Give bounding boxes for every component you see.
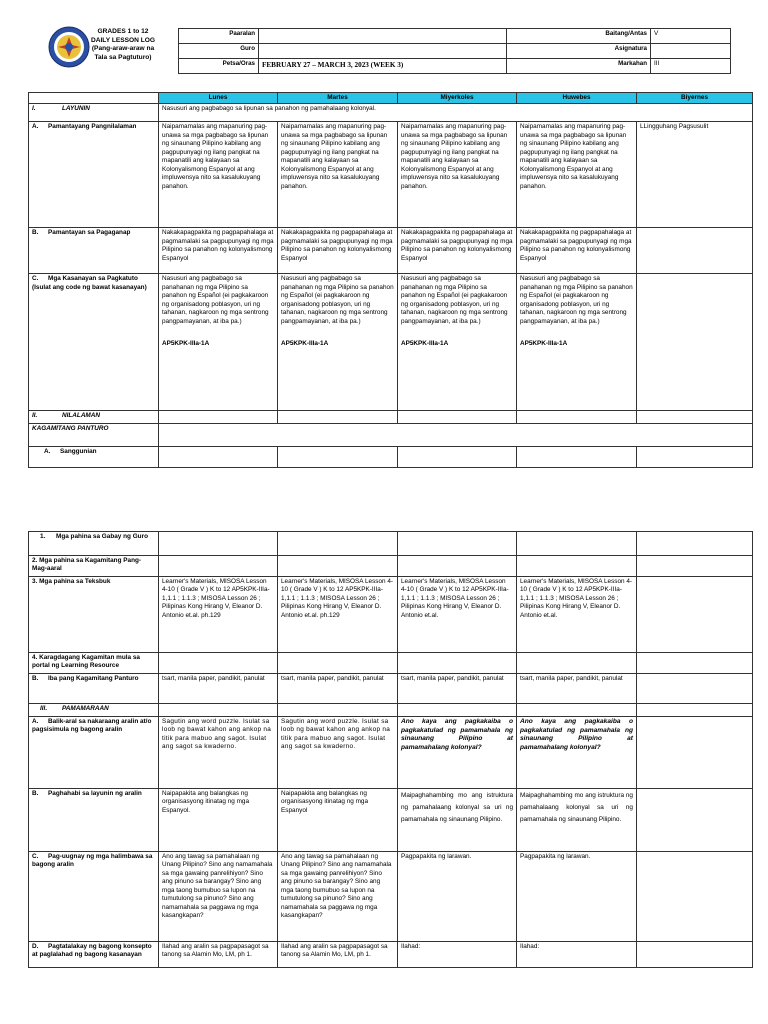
pagtatalakay-thu[interactable]: Ilahad:	[517, 942, 637, 968]
kma-tue[interactable]	[278, 556, 398, 577]
kasanayan-thu[interactable]: Nasusuri ang pagbabago sa panahanan ng mga Pilipino sa panahon ng Español (ei pagkakaroon ng organisadong poblasyon, uri ng tahanan, nagkaroon ng mga sentrong pangpamayanan, at iba pa.) AP5KPK-IIIa-1A	[517, 274, 637, 411]
sanggunian-tue[interactable]	[278, 447, 398, 468]
markahan-label: Markahan	[507, 59, 651, 74]
paganap-label: B. Pamantayan sa Pagaganap	[29, 228, 159, 274]
balik-aral-tue[interactable]: Sagutin ang word puzzle. Isulat sa loob ng bawat kahon ang ankop na titik para mabuo ang sagot. Isulat ang sagot sa kwaderno.	[278, 717, 398, 789]
pamamaraan-thu[interactable]	[517, 704, 637, 717]
kasanayan-mon[interactable]: Nasusuri ang pagbabago sa panahanan ng mga Pilipino sa panahon ng Español (ei pagkakaroon ng organisadong poblasyon, uri ng tahanan, nagkaroon ng mga sentrong pangpamayanan, at iba pa.) AP5KPK-IIIa-1A	[159, 274, 278, 411]
kma-mon[interactable]	[159, 556, 278, 577]
paaralan-label: Paaralan	[179, 29, 259, 44]
paghahabi-mon[interactable]: Naipapakita ang balangkas ng organisasyong itinatag ng mga Espanyol.	[159, 789, 278, 852]
gabay-wed[interactable]	[398, 532, 517, 556]
pag-uugnay-wed[interactable]: Pagpapakita ng larawan.	[398, 852, 517, 942]
kasanayan-wed[interactable]: Nasusuri ang pagbabago sa panahanan ng mga Pilipino sa panahon ng Español (ei pagkakaroon ng organisadong poblasyon, uri ng tahanan, nagkaroon ng mga sentrong pangpamayanan, at iba pa.) AP5KPK-IIIa-1A	[398, 274, 517, 411]
teksbuk-wed[interactable]: Learner's Materials, MISOSA Lesson 4-10 ( Grade V ) K to 12 AP5KPK-IIIa-1,1.1 ; 1.1.3 ; MISOSA Lesson 26 ; Pilipinas Kong Hirang V, Eleanor D. Antonio et.al.	[398, 577, 517, 653]
asignatura-value[interactable]	[651, 44, 731, 59]
pamamaraan-mon[interactable]	[159, 704, 278, 717]
nilalaman-tue[interactable]	[278, 411, 398, 424]
paghahabi-thu[interactable]: Maipaghahambing mo ang istruktura ng pamahalaang kolonyal sa uri ng pamamahala ng sinaunang Pilipino.	[517, 789, 637, 852]
paghahabi-fri[interactable]	[637, 789, 753, 852]
day-biyernes: Biyernes	[637, 93, 753, 104]
karagdagang-mon[interactable]	[159, 653, 278, 674]
karagdagang-fri[interactable]	[637, 653, 753, 674]
pag-uugnay-mon[interactable]: Ano ang tawag sa pamahalaan ng Unang Pilipino? Sino ang namamahala sa mga gawaing panrelihiyon? Sino ang pinuno sa barangay? Sino ang mga taong bumubuo sa lupon na tumutulong sa pinuno? Sino ang namamahala sa paggawa ng mga kasangkapan?	[159, 852, 278, 942]
teksbuk-thu[interactable]: Learner's Materials, MISOSA Lesson 4-10 ( Grade V ) K to 12 AP5KPK-IIIa-1,1.1 ; 1.1.3 ; MISOSA Lesson 26 ; Pilipinas Kong Hirang V, Eleanor D. Antonio et.al.	[517, 577, 637, 653]
paghahabi-tue[interactable]: Naipapakita ang balangkas ng organisasyong itinatag ng mga Espanyol	[278, 789, 398, 852]
iba-pang-label: B. Iba pang Kagamitang Panturo	[29, 674, 159, 704]
iba-pang-fri[interactable]	[637, 674, 753, 704]
pangnilalaman-label: A. Pamantayang Pangnilalaman	[29, 122, 159, 228]
sanggunian-label: A. Sanggunian	[29, 447, 159, 468]
pamamaraan-fri[interactable]	[637, 704, 753, 717]
pamamaraan-label: III. PAMAMARAAN	[29, 704, 159, 717]
day-miyerkoles: Miyerkoles	[398, 93, 517, 104]
petsa-label: Petsa/Oras	[179, 59, 259, 74]
gabay-mon[interactable]	[159, 532, 278, 556]
karagdagang-tue[interactable]	[278, 653, 398, 674]
nilalaman-mon[interactable]	[159, 411, 278, 424]
kagamitang-mag-aaral-label: 2. Mga pahina sa Kagamitang Pang-Mag-aaral	[29, 556, 159, 577]
iba-pang-tue[interactable]: tsart, manila paper, pandikit, panulat	[278, 674, 398, 704]
gabay-thu[interactable]	[517, 532, 637, 556]
pangnilalaman-mon[interactable]: Naipamamalas ang mapanuring pag-unawa sa mga pagbabago sa lipunan ng sinaunang Pilipino kabilang ang pagpupunyagi ng ilang pangkat na mapanatili ang kalayaan sa Kolonyalismong Espanyol at ang impluwensya nito sa kasalukuyang panahon.	[159, 122, 278, 228]
karagdagang-wed[interactable]	[398, 653, 517, 674]
iba-pang-wed[interactable]: tsart, manila paper, pandikit, panulat	[398, 674, 517, 704]
balik-aral-fri[interactable]	[637, 717, 753, 789]
pangnilalaman-thu[interactable]: Naipamamalas ang mapanuring pag-unawa sa mga pagbabago sa lipunan ng sinaunang Pilipino kabilang ang pagpupunyagi ng ilang pangkat na mapanatili ang kalayaan sa Kolonyalismong Espanyol at ang impluwensya nito sa kasalukuyang panahon.	[517, 122, 637, 228]
pagtatalakay-fri[interactable]	[637, 942, 753, 968]
day-lunes: Lunes	[159, 93, 278, 104]
kma-wed[interactable]	[398, 556, 517, 577]
guro-value[interactable]	[259, 44, 507, 59]
sanggunian-fri[interactable]	[637, 447, 753, 468]
day-huwebes: Huwebes	[517, 93, 637, 104]
balik-aral-label: A. Balik-aral sa nakaraang aralin at/o pagsisimula ng bagong aralin	[29, 717, 159, 789]
layunin-text[interactable]: Nasusuri ang pagbabago sa lipunan sa panahon ng pamahalaang kolonyal.	[159, 104, 753, 122]
balik-aral-wed[interactable]: Ano kaya ang pagkakaiba o pagkakatulad ng pamamahala ng sinaunang Pilipino at pamamahalang kolonyal?	[398, 717, 517, 789]
pagtatalakay-tue[interactable]: Ilahad ang aralin sa pagpapasagot sa tanong sa Alamin Mo, LM, ph 1.	[278, 942, 398, 968]
kasanayan-fri[interactable]	[637, 274, 753, 411]
markahan-value[interactable]: III	[651, 59, 731, 74]
sanggunian-thu[interactable]	[517, 447, 637, 468]
baitang-label: Baitang/Antas	[507, 29, 651, 44]
baitang-value[interactable]: V	[651, 29, 731, 44]
competency-code: AP5KPK-IIIa-1A	[520, 340, 568, 348]
paganap-mon[interactable]: Nakakapagpakita ng pagpapahalaga at pagmamalaki sa pagpupunyagi ng mga Pilipino sa panahon ng kolonyalismong Espanyol	[159, 228, 278, 274]
nilalaman-label: II. NILALAMAN	[29, 411, 159, 424]
competency-code: AP5KPK-IIIa-1A	[162, 340, 210, 348]
paghahabi-wed[interactable]: Maipaghahambing mo ang istruktura ng pamahalaang kolonyal sa uri ng pamamahala ng sinaunang Pilipino.	[398, 789, 517, 852]
pangnilalaman-wed[interactable]: Naipamamalas ang mapanuring pag-unawa sa mga pagbabago sa lipunan ng sinaunang Pilipino kabilang ang pagpupunyagi ng ilang pangkat na mapanatili ang kalayaan sa Kolonyalismong Espanyol at ang impluwensya nito sa kasalukuyang panahon.	[398, 122, 517, 228]
iba-pang-mon[interactable]: tsart, manila paper, pandikit, panulat	[159, 674, 278, 704]
lesson-table-part2	[28, 531, 753, 968]
kma-thu[interactable]	[517, 556, 637, 577]
sanggunian-mon[interactable]	[159, 447, 278, 468]
pag-uugnay-thu[interactable]: Pagpapakita ng larawan.	[517, 852, 637, 942]
kma-fri[interactable]	[637, 556, 753, 577]
kasanayan-tue[interactable]: Nasusuri ang pagbabago sa panahanan ng mga Pilipino sa panahon ng Español (ei pagkakaroon ng organisadong poblasyon, uri ng tahanan, nagkaroon ng mga sentrong pangpamayanan, at iba pa.) AP5KPK-IIIa-1A	[278, 274, 398, 411]
pagtatalakay-wed[interactable]: Ilahad:	[398, 942, 517, 968]
teksbuk-fri[interactable]	[637, 577, 753, 653]
kasanayan-label: C. Mga Kasanayan sa Pagkatuto (Isulat ang code ng bawat kasanayan)	[29, 274, 159, 411]
pag-uugnay-label: C. Pag-uugnay ng mga halimbawa sa bagong aralin	[29, 852, 159, 942]
iba-pang-thu[interactable]: tsart, manila paper, pandikit, panulat	[517, 674, 637, 704]
gabay-label: 1. Mga pahina sa Gabay ng Guro	[29, 532, 159, 556]
pamamaraan-wed[interactable]	[398, 704, 517, 717]
pamamaraan-tue[interactable]	[278, 704, 398, 717]
teksbuk-label: 3. Mga pahina sa Teksbuk	[29, 577, 159, 653]
balik-aral-thu[interactable]: Ano kaya ang pagkakaiba o pagkakatulad ng pamamahala ng sinaunang Pilipino at pamamahalang kolonyal?	[517, 717, 637, 789]
gabay-fri[interactable]	[637, 532, 753, 556]
kagamitan-value[interactable]	[159, 424, 753, 447]
pangnilalaman-fri[interactable]: LLingguhang Pagsusulit	[637, 122, 753, 228]
asignatura-label: Asignatura	[507, 44, 651, 59]
paganap-tue[interactable]: Nakakapagpakita ng pagpapahalaga at pagmamalaki sa pagpupunyagi ng mga Pilipino sa panahon ng kolonyalismong Espanyol	[278, 228, 398, 274]
pag-uugnay-fri[interactable]	[637, 852, 753, 942]
nilalaman-thu[interactable]	[517, 411, 637, 424]
kagamitan-label: KAGAMITANG PANTURO	[29, 424, 159, 447]
paganap-thu[interactable]: Nakakapagpakita ng pagpapahalaga at pagmamalaki sa pagpupunyagi ng mga Pilipino sa panahon ng kolonyalismong Espanyol	[517, 228, 637, 274]
pangnilalaman-tue[interactable]: Naipamamalas ang mapanuring pag-unawa sa mga pagbabago sa lipunan ng sinaunang Pilipino kabilang ang pagpupunyagi ng ilang pangkat na mapanatili ang kalayaan sa Kolonyalismong Espanyol at ang impluwensya nito sa kasalukuyang panahon.	[278, 122, 398, 228]
pagtatalakay-label: D. Pagtatalakay ng bagong konsepto at paglalahad ng bagong kasanayan	[29, 942, 159, 968]
competency-code: AP5KPK-IIIa-1A	[281, 340, 329, 348]
pag-uugnay-tue[interactable]: Ano ang tawag sa pamahalaan ng Unang Pilipino? Sino ang namamahala sa mga gawaing panrelihiyon? Sino ang pinuno sa barangay? Sino ang mga taong bumubuo sa lupon na tumutulong sa pinuno? Sino ang namamahala sa paggawa ng mga kasangkapan?	[278, 852, 398, 942]
nilalaman-fri[interactable]	[637, 411, 753, 424]
sanggunian-wed[interactable]	[398, 447, 517, 468]
paaralan-value[interactable]	[259, 29, 507, 44]
nilalaman-wed[interactable]	[398, 411, 517, 424]
dayhead-blank	[29, 93, 159, 104]
karagdagang-thu[interactable]	[517, 653, 637, 674]
layunin-label: I. LAYUNIN	[29, 104, 159, 122]
paganap-wed[interactable]: Nakakapagpakita ng pagpapahalaga at pagmamalaki sa pagpupunyagi ng mga Pilipino sa panahon ng kolonyalismong Espanyol	[398, 228, 517, 274]
pagtatalakay-mon[interactable]: Ilahad ang aralin sa pagpapasagot sa tanong sa Alamin Mo, LM, ph 1.	[159, 942, 278, 968]
paganap-fri[interactable]	[637, 228, 753, 274]
balik-aral-mon[interactable]: Sagutin ang word puzzle. Isulat sa loob ng bawat kahon ang ankop na titik para mabuo ang sagot. Isulat ang sagot sa kwaderno.	[159, 717, 278, 789]
karagdagang-label: 4. Karagdagang Kagamitan mula sa portal ng Learning Resource	[29, 653, 159, 674]
petsa-value[interactable]: FEBRUARY 27 – MARCH 3, 2023 (WEEK 3)	[259, 59, 507, 74]
competency-code: AP5KPK-IIIa-1A	[401, 340, 449, 348]
header-info-table	[178, 28, 731, 74]
teksbuk-mon[interactable]: Learner's Materials, MISOSA Lesson 4-10 ( Grade V ) K to 12 AP5KPK-IIIa-1,1.1 ; 1.1.3 ; MISOSA Lesson 26 ; Pilipinas Kong Hirang V, Eleanor D. Antonio et.al. ph.129	[159, 577, 278, 653]
gabay-tue[interactable]	[278, 532, 398, 556]
paghahabi-label: B. Paghahabi sa layunin ng aralin	[29, 789, 159, 852]
teksbuk-tue[interactable]: Learner's Materials, MISOSA Lesson 4-10 ( Grade V ) K to 12 AP5KPK-IIIa-1,1.1 ; 1.1.3 ; MISOSA Lesson 26 ; Pilipinas Kong Hirang V, Eleanor D. Antonio et.al. ph.129	[278, 577, 398, 653]
lesson-table-part1	[28, 92, 753, 468]
dll-title: GRADES 1 to 12 DAILY LESSON LOG (Pang-araw-araw na Tala sa Pagtuturo)	[90, 28, 156, 61]
guro-label: Guro	[179, 44, 259, 59]
day-martes: Martes	[278, 93, 398, 104]
